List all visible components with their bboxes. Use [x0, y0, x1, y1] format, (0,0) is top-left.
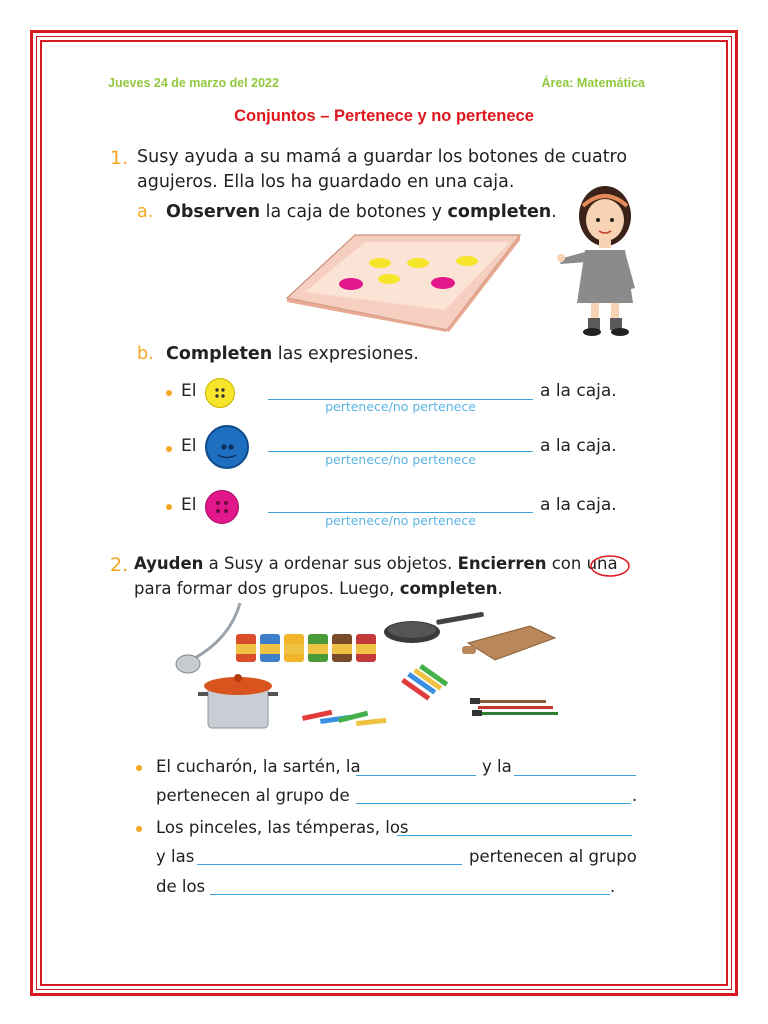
objects-illustration	[170, 598, 570, 738]
exercise-2-line-2: para formar dos grupos. Luego, completen.	[134, 579, 503, 598]
answer-line-5[interactable]	[514, 775, 636, 776]
paint-jars	[236, 634, 376, 662]
bullet-2-text-a: Los pinceles, las témperas, los	[156, 818, 409, 837]
page-title: Conjuntos – Pertenece y no pertenece	[234, 107, 534, 125]
part-b-letter: b.	[137, 344, 154, 364]
bullet-2-end: .	[610, 877, 616, 896]
item-3-prefix: El	[181, 495, 197, 515]
exercise-1-line-1: Susy ayuda a su mamá a guardar los botones de cuatro	[137, 147, 628, 167]
header-area: Área: Matemática	[541, 76, 645, 90]
item-1-hint: pertenece/no pertenece	[325, 399, 476, 414]
part-a-instruction: Observen la caja de botones y completen.	[166, 202, 557, 222]
bullet	[136, 765, 142, 771]
button-box-illustration	[285, 230, 525, 335]
bullet	[166, 504, 172, 510]
blue-button-icon	[205, 425, 249, 469]
exercise-2-number: 2.	[110, 554, 129, 576]
answer-line-6[interactable]	[356, 803, 631, 804]
item-1-suffix: a la caja.	[540, 381, 617, 401]
bullet-2-text-d: de los	[156, 877, 206, 896]
bullet-2-text-c: pertenecen al grupo	[469, 847, 637, 866]
bullet-1-text-c: pertenecen al grupo de	[156, 786, 350, 805]
part-a-letter: a.	[137, 202, 154, 222]
item-2-suffix: a la caja.	[540, 436, 617, 456]
exercise-2-line-1: Ayuden a Susy a ordenar sus objetos. Encierren con una	[134, 554, 618, 573]
item-2-hint: pertenece/no pertenece	[325, 452, 476, 467]
answer-line-8[interactable]	[197, 864, 462, 865]
item-3-hint: pertenece/no pertenece	[325, 513, 476, 528]
bullet-1-end: .	[632, 786, 638, 805]
header-date: Jueves 24 de marzo del 2022	[108, 76, 279, 90]
susy-girl-illustration	[555, 178, 650, 343]
exercise-1-number: 1.	[110, 147, 129, 169]
answer-line-7[interactable]	[397, 835, 632, 836]
yellow-button-icon	[205, 378, 235, 408]
answer-line-9[interactable]	[210, 894, 610, 895]
exercise-1-line-2: agujeros. Ella los ha guardado en una caja.	[137, 172, 515, 192]
pink-button-icon	[205, 490, 239, 524]
answer-line-4[interactable]	[356, 775, 476, 776]
bullet-1-text-b: y la	[482, 757, 512, 776]
bullet	[136, 826, 142, 832]
item-2-prefix: El	[181, 436, 197, 456]
item-1-prefix: El	[181, 381, 197, 401]
bullet	[166, 390, 172, 396]
item-3-suffix: a la caja.	[540, 495, 617, 515]
bullet	[166, 446, 172, 452]
circle-marker-icon	[588, 553, 632, 579]
bullet-1-text-a: El cucharón, la sartén, la	[156, 757, 361, 776]
bullet-2-text-b: y las	[156, 847, 195, 866]
part-b-instruction: Completen las expresiones.	[166, 344, 419, 364]
